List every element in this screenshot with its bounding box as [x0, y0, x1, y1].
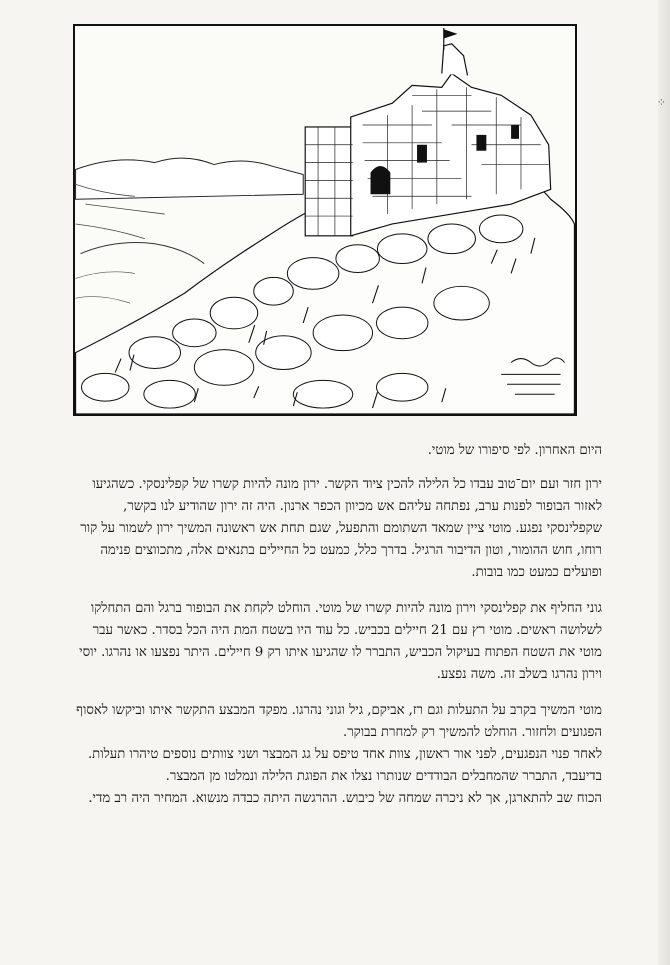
article-body	[70, 474, 602, 810]
paragraph-5: הכוח שב להתארגן, אך לא ניכרה שמחה של כיבוש. ההרגשה היתה כבדה מנשוא. המחיר היה רב מדי.	[88, 791, 602, 806]
paragraph-2: גוני החליף את קפלינסקי וירון מונה להיות קשרו של מוטי. הוחלט לקחת את הבופור ברגל והם התחלקו לשלושה ראשים. מוטי רץ עם 21 חיילים בכביש. כל עוד היו בשטח המת היה הכל בסדר. כאשר עבר מוטי את השטח הפתוח בעיקול הכביש, התברר לו שהגיעו איתו רק 9 חיילים. היתר נפצעו או נהרגו. יוסי וירון נהרגו בשלב זה. משה נפצע.	[79, 601, 602, 682]
castle-illustration	[73, 24, 577, 416]
margin-mark: ⁘	[656, 96, 666, 109]
article-heading: היום האחרון. לפי סיפורו של מוטי.	[427, 443, 602, 458]
castle-drawing	[75, 26, 575, 414]
page-edge	[658, 0, 670, 965]
article-heading-block	[70, 440, 602, 462]
paragraph-4: לאחר פנוי הנפגעים, לפני אור ראשון, צוות אחד טיפס על גג המבצר ושני צוותים נוספים טיהרו תעלות. בדיעבד, התברר שהמחבלים הבודדים שנותרו נצלו את הפוגת הלילה ונמלטו מן המבצר.	[87, 747, 602, 784]
paragraph-3: מוטי המשיך בקרב על התעלות וגם רז, אביקם, גיל וגוני נהרגו. מפקד המבצע התקשר איתו וביקשו לאסוף הפגועים ולחזור. הוחלט להמשיך רק למחרת בבוקר.	[76, 703, 602, 740]
paragraph-1: ירון חזר ועם יום־טוב עבדו כל הלילה להכין ציוד הקשר. ירון מונה להיות קשרו של קפלינסקי. כשהגיעו לאזור הבופור לפנות ערב, נפתחה עליהם אש מכיוון הכפר ארנון. היה זה ירון שהודיע לנו בקשר, שקפלינסקי נפגע. מוטי ציין שמאד השתומם והתפעל, שגם תחת אש ראשונה המשיך ירון לשמור על קור רוחו, חוש ההומור, וטון הדיבור הרגיל. בדרך כלל, כמעט כל החיילים בתנאים אלה, מתכווצים פנימה ופועלים כמעט כמו בובות.	[80, 477, 602, 580]
